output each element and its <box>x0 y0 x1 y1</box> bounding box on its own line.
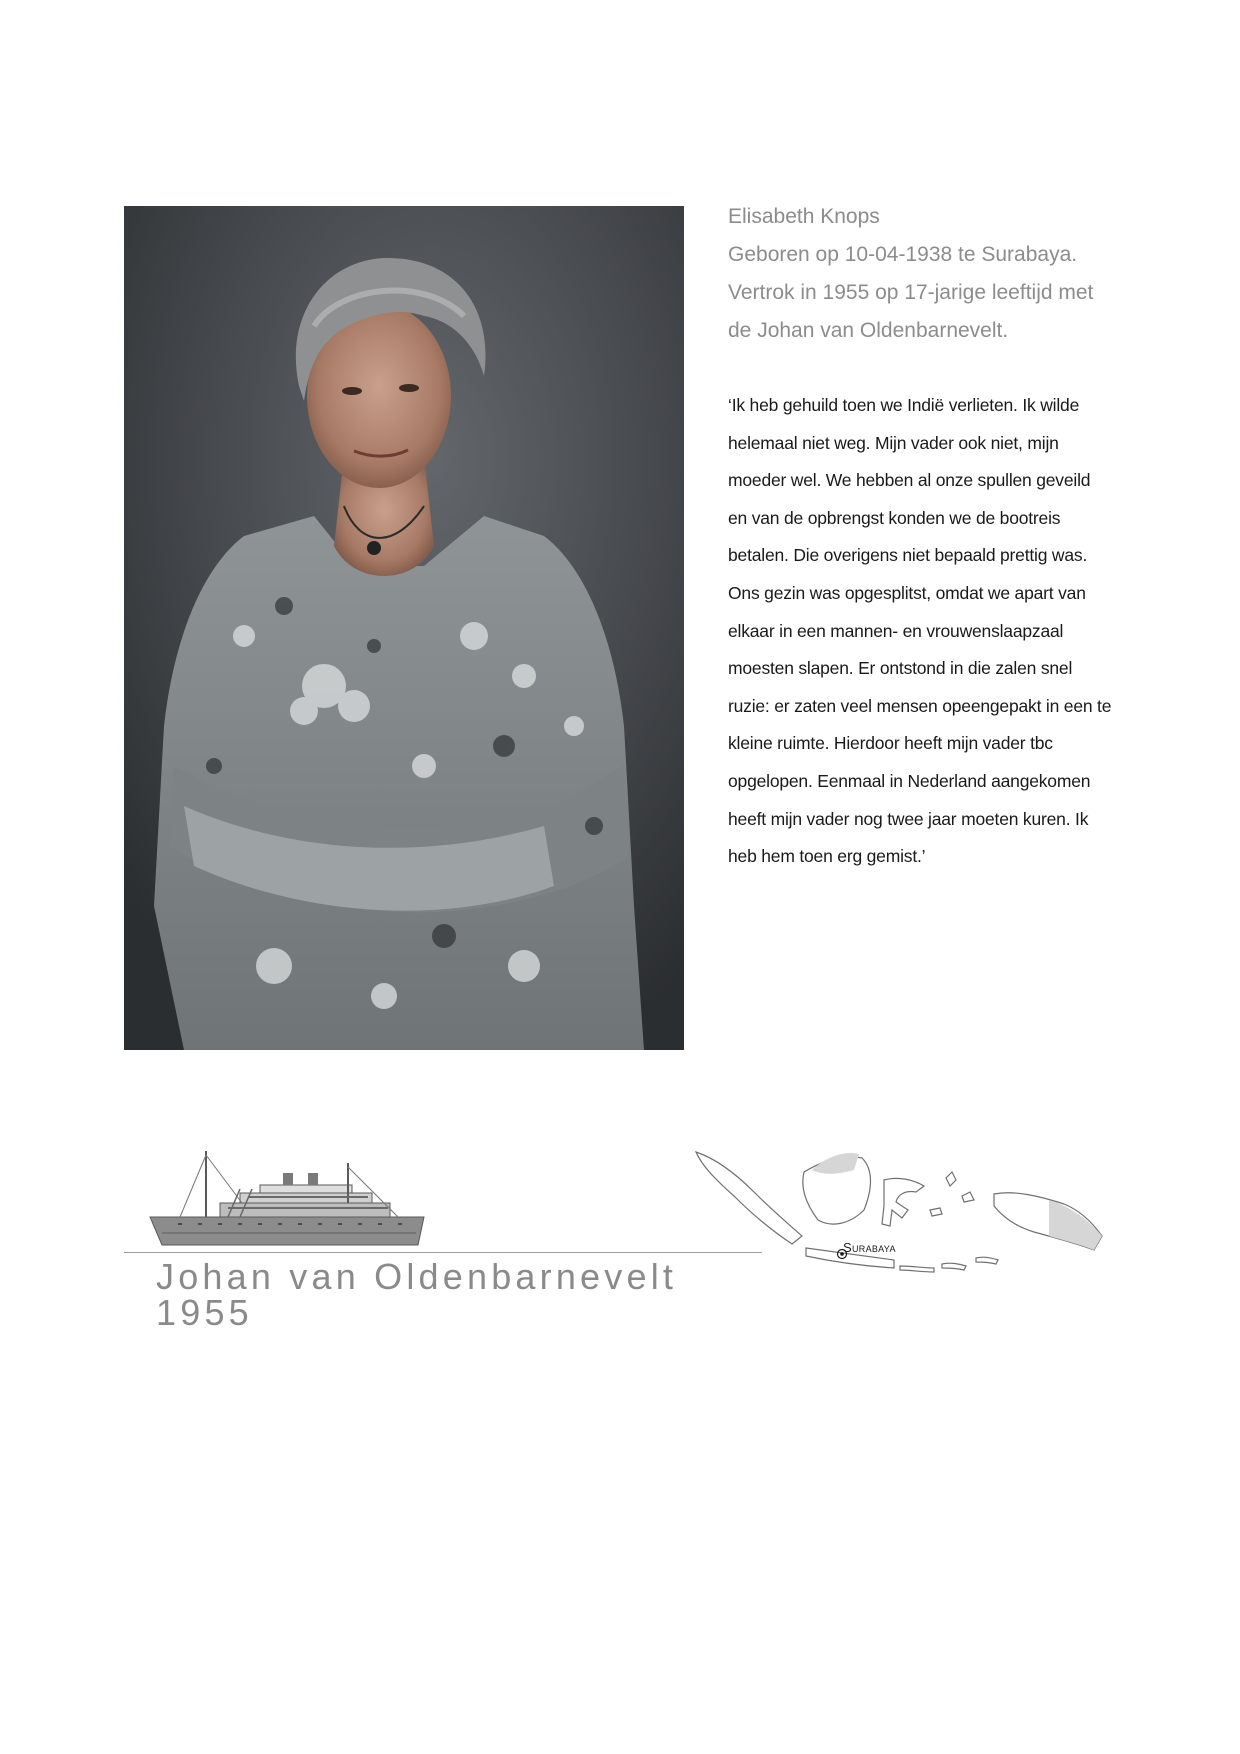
ocean-liner-icon <box>148 1145 428 1251</box>
intro-line: Vertrok in 1955 op 17-jarige leeftijd met <box>728 281 1094 304</box>
horizon-line <box>124 1252 762 1253</box>
city-label: Surabaya <box>843 1240 896 1255</box>
indonesia-map <box>694 1140 1104 1280</box>
profile-intro <box>728 198 1148 350</box>
quote-line: ruzie: er zaten veel mensen opeengepakt in een te <box>728 695 1112 716</box>
quote-line: Ons gezin was opgesplitst, omdat we apart van <box>728 582 1086 603</box>
ship-illustration <box>148 1145 428 1251</box>
ship-name: Johan van Oldenbarnevelt <box>156 1256 678 1297</box>
intro-line: Geboren op 10-04-1938 te Surabaya. <box>728 243 1078 266</box>
quote-line: opgelopen. Eenmaal in Nederland aangekomen <box>728 770 1091 791</box>
quote-line: ‘Ik heb gehuild toen we Indië verlieten. Ik wilde <box>728 395 1080 415</box>
voyage-year: 1955 <box>156 1292 253 1333</box>
quote-line: elkaar in een mannen- en vrouwenslaapzaal <box>728 620 1064 641</box>
quote-line: heb hem toen erg gemist.’ <box>728 846 926 867</box>
quote-line: helemaal niet weg. Mijn vader ook niet, mijn <box>728 432 1059 453</box>
quote-line: en van de opbrengst konden we de bootreis <box>728 507 1061 528</box>
person-name: Elisabeth Knops <box>728 205 880 228</box>
testimony-quote <box>728 387 1158 876</box>
portrait-photo-icon <box>124 206 684 1050</box>
intro-line: de Johan van Oldenbarnevelt. <box>728 319 1009 342</box>
portrait-photo <box>124 206 684 1050</box>
indonesia-map-icon <box>694 1140 1104 1280</box>
quote-line: moesten slapen. Er ontstond in die zalen snel <box>728 658 1073 679</box>
quote-line: moeder wel. We hebben al onze spullen geveild <box>728 470 1091 491</box>
quote-line: kleine ruimte. Hierdoor heeft mijn vader tbc <box>728 733 1053 754</box>
quote-line: heeft mijn vader nog twee jaar moeten kuren. Ik <box>728 808 1089 829</box>
quote-line: betalen. Die overigens niet bepaald prettig was. <box>728 545 1088 566</box>
